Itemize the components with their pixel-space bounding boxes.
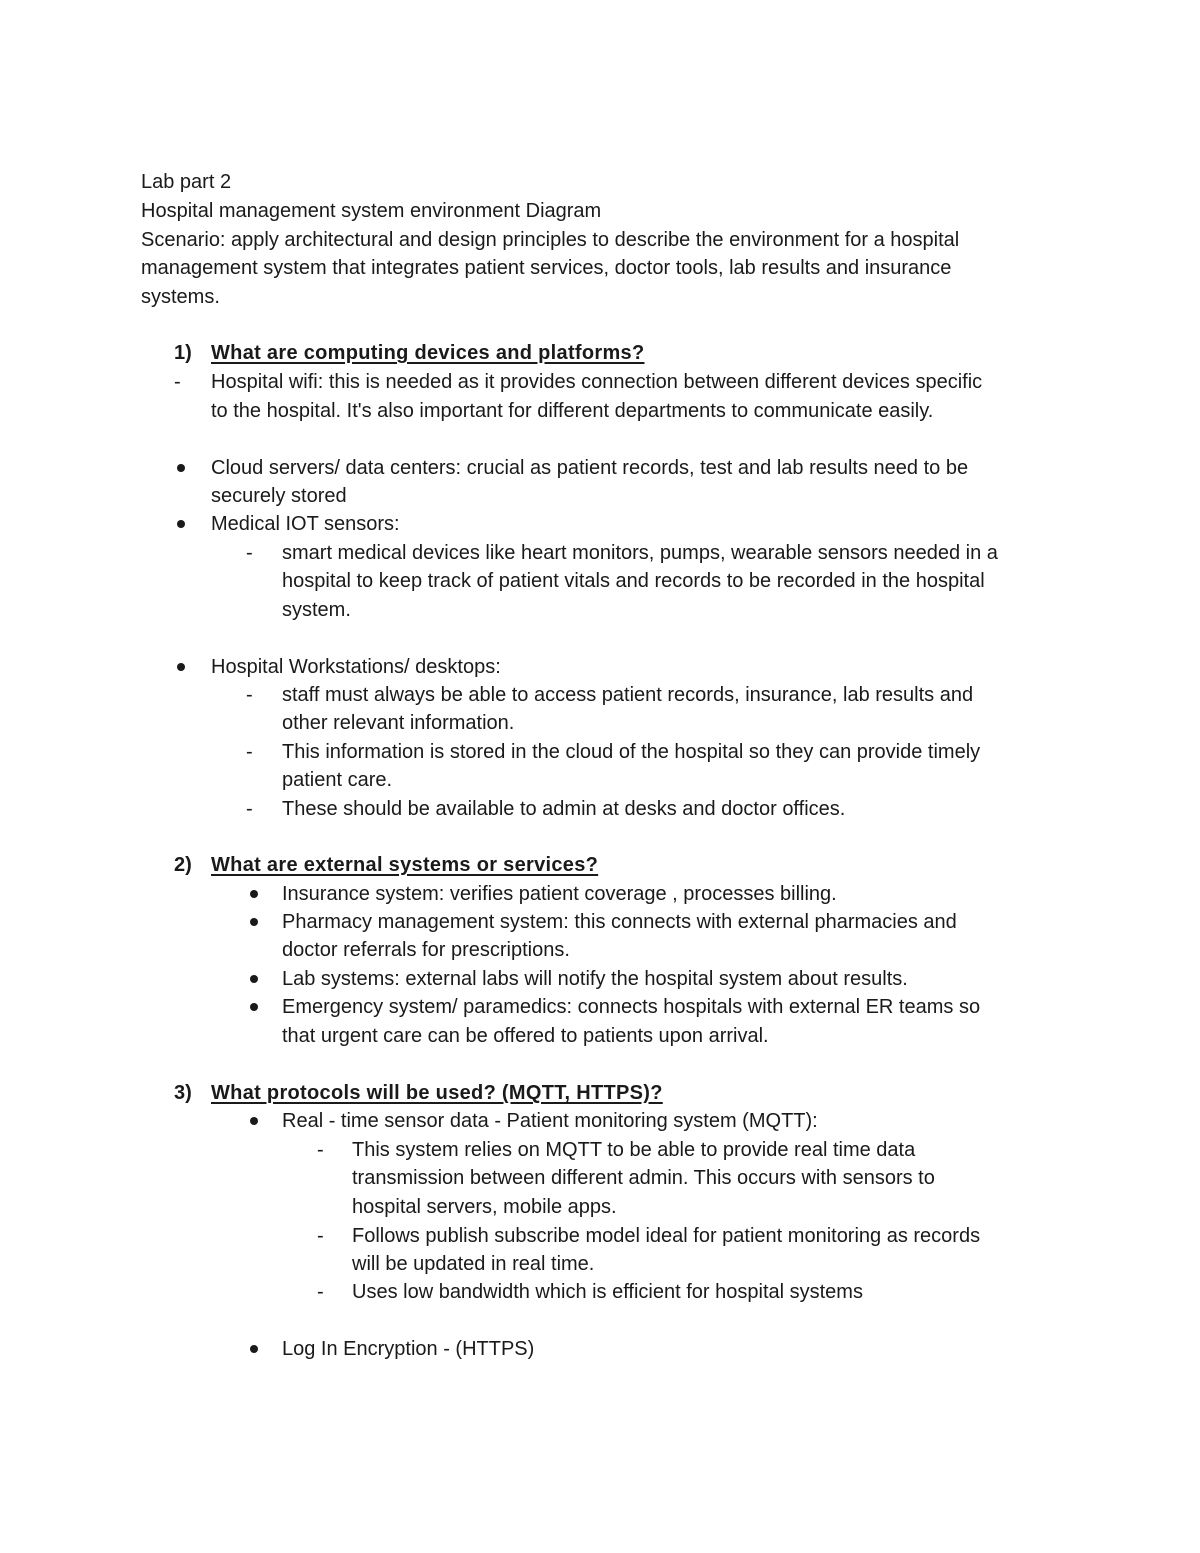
sub-item-text: will be updated in real time. [352,1253,595,1275]
bullet-icon [250,1003,258,1011]
sub-item-text: Follows publish subscribe model ideal for patient monitoring as records [352,1225,981,1247]
sub-item-text: other relevant information. [282,712,515,734]
question-number: 3) [174,1082,192,1104]
sub-item-text: hospital to keep track of patient vitals and records to be recorded in the hospital [282,570,985,592]
bullet-icon [250,1117,258,1125]
sub-item-text: patient care. [282,769,393,791]
bullet-icon [177,464,185,472]
list-item-text: Medical IOT sensors: [211,513,400,535]
bullet-icon [250,1345,258,1353]
question-heading: What are external systems or services? [211,854,599,876]
sub-item-text: staff must always be able to access patient records, insurance, lab results and [282,684,974,706]
dash-marker: - [317,1225,324,1247]
bullet-icon [250,918,258,926]
bullet-icon [177,520,185,528]
list-item-text: securely stored [211,485,347,507]
list-item-text: Real - time sensor data - Patient monitoring system (MQTT): [282,1110,818,1132]
sub-item-text: hospital servers, mobile apps. [352,1196,617,1218]
scenario-line: Scenario: apply architectural and design principles to describe the environment for a hospital [141,229,960,251]
list-item-text: that urgent care can be offered to patients upon arrival. [282,1025,769,1047]
list-item-text: Hospital Workstations/ desktops: [211,656,501,678]
question-number: 2) [174,854,192,876]
list-item-text: Emergency system/ paramedics: connects hospitals with external ER teams so [282,996,981,1018]
sub-item-text: This system relies on MQTT to be able to provide real time data [352,1139,916,1161]
dash-marker: - [174,371,181,393]
scenario-line: management system that integrates patient services, doctor tools, lab results and insurance [141,257,952,279]
dash-marker: - [246,798,253,820]
question-number: 1) [174,342,192,364]
list-item-text: Log In Encryption - (HTTPS) [282,1338,535,1360]
dash-marker: - [246,741,253,763]
scenario-line: systems. [141,286,220,308]
list-item-text: Cloud servers/ data centers: crucial as patient records, test and lab results need to be [211,457,969,479]
sub-item-text: Uses low bandwidth which is efficient for hospital systems [352,1281,863,1303]
list-item-text: Insurance system: verifies patient coverage , processes billing. [282,883,837,905]
bullet-icon [177,663,185,671]
list-item-text: Lab systems: external labs will notify the hospital system about results. [282,968,908,990]
bullet-icon [250,890,258,898]
list-item-text: doctor referrals for prescriptions. [282,939,570,961]
doc-title: Lab part 2 [141,171,232,193]
list-item-text: Pharmacy management system: this connects with external pharmacies and [282,911,957,933]
sub-item-text: smart medical devices like heart monitors, pumps, wearable sensors needed in a [282,542,998,564]
dash-marker: - [317,1281,324,1303]
doc-subtitle: Hospital management system environment Diagram [141,200,602,222]
sub-item-text: These should be available to admin at desks and doctor offices. [282,798,846,820]
sub-item-text: This information is stored in the cloud of the hospital so they can provide timely [282,741,981,763]
sub-item-text: system. [282,599,351,621]
dash-marker: - [246,542,253,564]
dash-marker: - [246,684,253,706]
dash-marker: - [317,1139,324,1161]
list-item-text: Hospital wifi: this is needed as it provides connection between different devices specific [211,371,983,393]
question-heading: What are computing devices and platforms? [211,342,645,364]
sub-item-text: transmission between different admin. This occurs with sensors to [352,1167,935,1189]
bullet-icon [250,975,258,983]
question-heading: What protocols will be used? (MQTT, HTTPS)? [211,1082,663,1104]
list-item-text: to the hospital. It's also important for different departments to communicate easily. [211,400,934,422]
